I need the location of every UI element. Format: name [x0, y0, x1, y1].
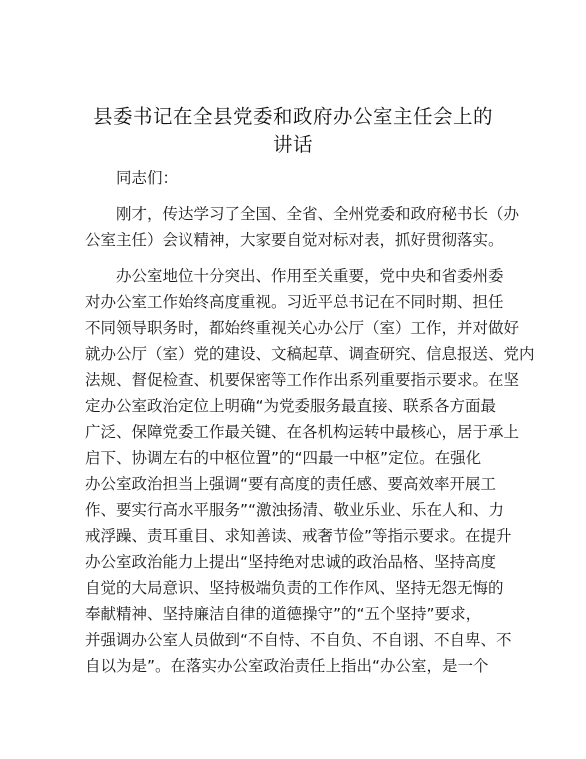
- paragraph-2-line: 戒浮躁、责耳重目、求知善读、戒奢节俭”等指示要求。在提升: [85, 527, 512, 545]
- paragraph-2-line: 对办公室工作始终高度重视。习近平总书记在不同时期、担任: [85, 293, 504, 311]
- paragraph-1-line: 公室主任）会议精神，大家要自觉对标对表，抓好贯彻落实。: [85, 231, 504, 249]
- paragraph-2-line: 办公室政治能力上提出“坚持绝对忠诚的政治品格、坚持高度: [85, 553, 497, 571]
- paragraph-2-line: 定办公室政治定位上明确“为党委服务最直接、联系各方面最: [85, 397, 497, 415]
- paragraph-1-line: 刚才，传达学习了全国、全省、全州党委和政府秘书长（办: [116, 205, 520, 223]
- paragraph-2-line: 不同领导职务时，都始终重视关心办公厅（室）工作，并对做好: [85, 319, 520, 337]
- paragraph-2-line: 自觉的大局意识、坚持极端负责的工作作风、坚持无怨无悔的: [85, 579, 504, 597]
- paragraph-2-line: 法规、督促检查、机要保密等工作作出系列重要指示要求。在坚: [85, 371, 520, 389]
- paragraph-2-line: 广泛、保障党委工作最关键、在各机构运转中最核心，居于承上: [85, 423, 520, 441]
- document-title-line-2: 讲话: [272, 133, 313, 156]
- paragraph-2-line: 就办公厅（室）党的建设、文稿起草、调查研究、信息报送、党内: [85, 345, 535, 363]
- paragraph-2-line: 办公室政治担当上强调“要有高度的责任感、要高效率开展工: [85, 475, 497, 493]
- paragraph-2-line: 作、要实行高水平服务”“激浊扬清、敬业乐业、乐在人和、力: [85, 501, 505, 519]
- paragraph-2-line: 办公室地位十分突出、作用至关重要，党中央和省委州委: [116, 267, 504, 285]
- salutation: 同志们：: [116, 169, 179, 187]
- paragraph-2-line: 奉献精神、坚持廉洁自律的道德操守”的“五个坚持”要求，: [85, 605, 482, 623]
- document-title-line-1: 县委书记在全县党委和政府办公室主任会上的: [92, 105, 493, 128]
- paragraph-2-line: 并强调办公室人员做到“不自恃、不自负、不自诩、不自卑、不: [85, 631, 512, 649]
- paragraph-2-line: 启下、协调左右的中枢位置”的“四最一中枢”定位。在强化: [85, 449, 482, 467]
- paragraph-2-line: 自以为是”。在落实办公室政治责任上指出“办公室，是一个: [85, 657, 489, 675]
